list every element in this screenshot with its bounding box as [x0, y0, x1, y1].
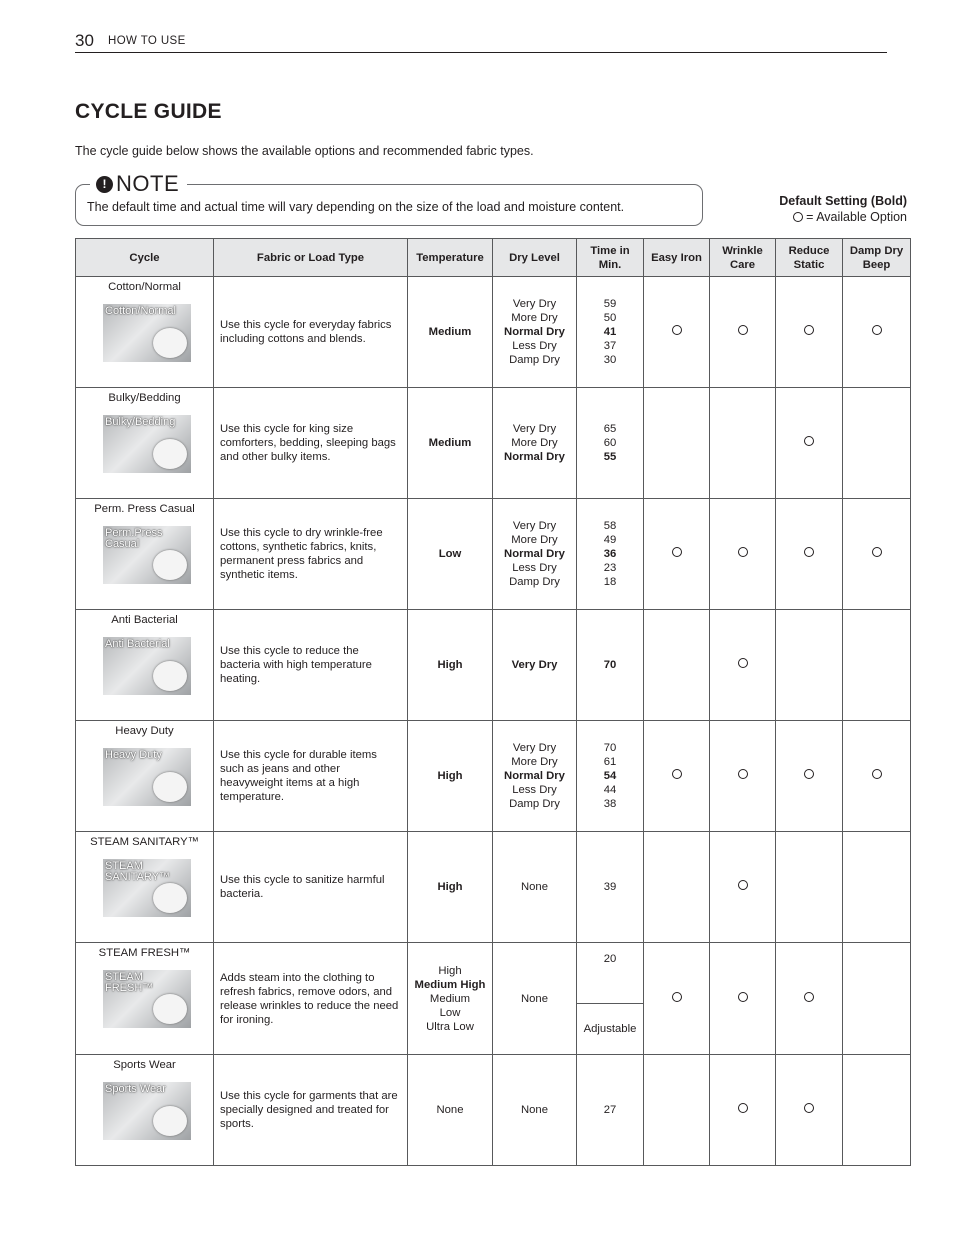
available-option-circle-icon [738, 658, 748, 668]
page-header [75, 30, 887, 53]
temperature-cell [408, 721, 493, 832]
time-cell [577, 721, 644, 832]
dry-level-value-item: Damp Dry [509, 798, 560, 810]
cycle-name: Bulky/Bedding [108, 392, 181, 404]
available-option-circle-icon [738, 325, 748, 335]
dry-level-value [493, 422, 576, 464]
header-time-label: Time in Min. [590, 244, 630, 271]
available-option-circle-icon [738, 1103, 748, 1113]
cycle-cell [76, 943, 214, 1055]
time-adjustable-label: Adjustable [583, 1022, 637, 1035]
time-value-item: 54 [603, 770, 617, 782]
easy-iron-cell [644, 277, 710, 388]
time-cell [577, 388, 644, 499]
time-value-item: 27 [603, 1104, 617, 1116]
wrinkle-care-cell [710, 1055, 776, 1166]
time-value [577, 519, 643, 589]
temperature-value-item: High [437, 659, 463, 671]
dry-level-value-item: Damp Dry [509, 354, 560, 366]
cycle-thumbnail-label: Cotton/Normal [105, 305, 176, 317]
garment-icon [153, 994, 187, 1024]
available-option-circle-icon [804, 769, 814, 779]
legend [779, 193, 907, 225]
temperature-cell [408, 943, 493, 1055]
dry-level-cell [493, 943, 577, 1055]
cycle-name: Cotton/Normal [108, 281, 181, 293]
time-value-item: 38 [603, 798, 617, 810]
time-value [577, 422, 643, 464]
table-row [76, 721, 911, 832]
cycle-cell [76, 499, 214, 610]
reduce-static-cell [776, 277, 843, 388]
header-reduce-static-label: Reduce Static [788, 244, 830, 271]
temperature-value-item: Low [438, 548, 462, 560]
cycle-thumbnail-image [103, 748, 191, 806]
cycle-thumbnail-image [103, 970, 191, 1028]
cycle-name: STEAM FRESH™ [98, 947, 191, 959]
temperature-value-item: Low [439, 1006, 461, 1019]
garment-icon [153, 328, 187, 358]
cycle-name: Heavy Duty [115, 725, 174, 737]
temperature-value-item: High [438, 964, 462, 977]
easy-iron-cell [644, 1055, 710, 1166]
damp-dry-beep-cell [843, 277, 911, 388]
dry-level-value [493, 658, 576, 672]
garment-icon [153, 439, 187, 469]
cycle-cell [76, 388, 214, 499]
temperature-cell [408, 610, 493, 721]
time-value-item: 50 [603, 312, 617, 324]
available-option-circle-icon [872, 769, 882, 779]
damp-dry-beep-cell [843, 943, 911, 1055]
cycle-thumbnail-label: Bulky/Bedding [105, 416, 176, 428]
easy-iron-cell [644, 943, 710, 1055]
available-option-circle-icon [872, 325, 882, 335]
temperature-value-item: Medium [429, 992, 471, 1005]
cycle-name: Anti Bacterial [111, 614, 178, 626]
intro-text: The cycle guide below shows the available options and recommended fabric types. [75, 144, 534, 158]
header-dry-level: Dry Level [493, 239, 577, 277]
fabric-cell: Use this cycle to reduce the bacteria with high temperature heating. [214, 610, 408, 721]
dry-level-value-item: Very Dry [512, 423, 557, 435]
cycle-name: Perm. Press Casual [94, 503, 195, 515]
time-default-value: 20 [577, 943, 643, 1004]
dry-level-value-item: Less Dry [512, 784, 557, 796]
time-split [577, 943, 643, 1054]
cycle-thumbnail-label: STEAM FRESH™ [105, 971, 154, 994]
cycle-thumbnail-label: Sports Wear [105, 1083, 166, 1095]
header-damp-dry-beep [843, 239, 911, 277]
cycle-cell [76, 1055, 214, 1166]
table-row [76, 1055, 911, 1166]
dry-level-value [493, 880, 576, 894]
dry-level-cell [493, 721, 577, 832]
available-option-circle-icon [672, 325, 682, 335]
temperature-value [408, 658, 492, 672]
cycle-thumbnail-label: Anti Bacterial [105, 638, 170, 650]
header-easy-iron: Easy Iron [644, 239, 710, 277]
fabric-cell: Use this cycle for durable items such as jeans and other heavyweight items at a high temperature. [214, 721, 408, 832]
dry-level-value-item: Very Dry [512, 742, 557, 754]
time-value [577, 741, 643, 811]
cycle-thumbnail-label: STEAM SANITARY™ [105, 860, 170, 883]
temperature-value [408, 436, 492, 450]
time-value-item: 49 [603, 534, 617, 546]
note-text: The default time and actual time will vary depending on the size of the load and moisture content. [87, 200, 625, 214]
time-cell [577, 832, 644, 943]
temperature-value-item: Medium [428, 326, 472, 338]
time-value-item: 44 [603, 784, 617, 796]
wrinkle-care-cell [710, 499, 776, 610]
cycle-name: STEAM SANITARY™ [90, 836, 199, 848]
dry-level-cell [493, 1055, 577, 1166]
damp-dry-beep-cell [843, 388, 911, 499]
time-value-item: 36 [603, 548, 617, 560]
time-value-item: 70 [603, 659, 617, 671]
time-value [577, 1103, 643, 1117]
temperature-value [408, 547, 492, 561]
cycle-thumbnail-image [103, 859, 191, 917]
easy-iron-cell [644, 832, 710, 943]
cycle-cell [76, 277, 214, 388]
wrinkle-care-cell [710, 277, 776, 388]
damp-dry-beep-cell [843, 1055, 911, 1166]
header-reduce-static [776, 239, 843, 277]
page-number: 30 [75, 31, 94, 50]
header-fabric: Fabric or Load Type [214, 239, 408, 277]
temperature-cell [408, 499, 493, 610]
time-value-item: 60 [603, 437, 617, 449]
reduce-static-cell [776, 832, 843, 943]
fabric-cell: Adds steam into the clothing to refresh fabrics, remove odors, and release wrinkles to reduce the need for ironing. [214, 943, 408, 1055]
header-temperature: Temperature [408, 239, 493, 277]
dry-level-value [493, 741, 576, 811]
temperature-value [408, 964, 492, 1034]
header-cycle: Cycle [76, 239, 214, 277]
time-value-item: 37 [603, 340, 617, 352]
cycle-cell [76, 832, 214, 943]
available-option-circle-icon [872, 547, 882, 557]
dry-level-value [493, 992, 576, 1006]
dry-level-value-item: More Dry [511, 312, 558, 324]
table-row [76, 277, 911, 388]
page-title: CYCLE GUIDE [75, 100, 222, 123]
wrinkle-care-cell [710, 832, 776, 943]
garment-icon [153, 1106, 187, 1136]
fabric-cell: Use this cycle for king size comforters, bedding, sleeping bags and other bulky items. [214, 388, 408, 499]
note-heading [90, 173, 187, 195]
easy-iron-cell [644, 499, 710, 610]
time-value-item: 39 [603, 881, 617, 893]
time-cell [577, 610, 644, 721]
header-damp-dry-beep-label: Damp Dry Beep [849, 244, 904, 271]
dry-level-value-item: None [520, 992, 548, 1005]
cycle-thumbnail-label: Heavy Duty [105, 749, 162, 761]
note-title: NOTE [116, 171, 180, 196]
dry-level-cell [493, 610, 577, 721]
time-value-item: 23 [603, 562, 617, 574]
cycle-thumbnail-image [103, 1082, 191, 1140]
reduce-static-cell [776, 610, 843, 721]
available-option-circle-icon [672, 992, 682, 1002]
time-value-item: 59 [603, 298, 617, 310]
time-value [577, 658, 643, 672]
temperature-cell [408, 832, 493, 943]
wrinkle-care-cell [710, 388, 776, 499]
cycle-thumbnail-label: Perm.Press Casual [105, 527, 163, 550]
available-option-circle-icon [804, 992, 814, 1002]
available-option-circle-icon [738, 769, 748, 779]
reduce-static-cell [776, 943, 843, 1055]
damp-dry-beep-cell [843, 610, 911, 721]
time-value-item: 18 [603, 576, 617, 588]
dry-level-value [493, 1103, 576, 1117]
time-cell [577, 943, 644, 1055]
dry-level-value-item: Normal Dry [504, 770, 565, 782]
dry-level-value [493, 519, 576, 589]
temperature-value-item: Medium High [414, 978, 486, 991]
temperature-cell [408, 277, 493, 388]
time-value [577, 297, 643, 367]
dry-level-value-item: Normal Dry [504, 548, 565, 560]
wrinkle-care-cell [710, 721, 776, 832]
circle-icon [793, 212, 803, 222]
dry-level-value [493, 297, 576, 367]
temperature-cell [408, 1055, 493, 1166]
table-row [76, 610, 911, 721]
dry-level-value-item: More Dry [511, 756, 558, 768]
header-wrinkle-care [710, 239, 776, 277]
dry-level-cell [493, 499, 577, 610]
temperature-value [408, 769, 492, 783]
section-label: HOW TO USE [108, 35, 186, 47]
available-option-circle-icon [738, 880, 748, 890]
available-option-circle-icon [804, 436, 814, 446]
temperature-value-item: Ultra Low [426, 1020, 474, 1033]
cycle-guide-table [75, 238, 911, 1166]
available-option-circle-icon [804, 1103, 814, 1113]
fabric-cell: Use this cycle for garments that are specially designed and treated for sports. [214, 1055, 408, 1166]
damp-dry-beep-cell [843, 499, 911, 610]
temperature-value-item: None [436, 1104, 464, 1116]
cycle-thumbnail-image [103, 526, 191, 584]
temperature-value-item: High [437, 881, 463, 893]
damp-dry-beep-cell [843, 721, 911, 832]
easy-iron-cell [644, 610, 710, 721]
temperature-value-item: High [437, 770, 463, 782]
dry-level-value-item: Less Dry [512, 562, 557, 574]
legend-default-setting: Default Setting (Bold) [779, 194, 907, 208]
table-body [76, 277, 911, 1166]
dry-level-cell [493, 832, 577, 943]
available-option-circle-icon [672, 769, 682, 779]
time-value-item: 58 [603, 520, 617, 532]
garment-icon [153, 550, 187, 580]
time-value-item: 70 [603, 742, 617, 754]
reduce-static-cell [776, 388, 843, 499]
table-header-row [76, 239, 911, 277]
cycle-name: Sports Wear [113, 1059, 176, 1071]
dry-level-value-item: Less Dry [512, 340, 557, 352]
time-value-item: 55 [603, 451, 617, 463]
reduce-static-cell [776, 721, 843, 832]
dry-level-cell [493, 388, 577, 499]
temperature-value-item: Medium [428, 437, 472, 449]
time-value [577, 880, 643, 894]
dry-level-value-item: More Dry [511, 534, 558, 546]
note-box [75, 171, 703, 226]
legend-available-option [779, 209, 907, 225]
reduce-static-cell [776, 1055, 843, 1166]
available-option-circle-icon [804, 547, 814, 557]
legend-available-label: = Available Option [806, 210, 907, 224]
dry-level-cell [493, 277, 577, 388]
cycle-thumbnail-image [103, 304, 191, 362]
fabric-cell: Use this cycle for everyday fabrics including cottons and blends. [214, 277, 408, 388]
temperature-value [408, 880, 492, 894]
exclamation-icon: ! [96, 176, 113, 193]
time-cell [577, 1055, 644, 1166]
table-row [76, 943, 911, 1055]
easy-iron-cell [644, 388, 710, 499]
dry-level-value-item: None [520, 881, 548, 893]
available-option-circle-icon [738, 992, 748, 1002]
table-row [76, 832, 911, 943]
temperature-value [408, 325, 492, 339]
cycle-cell [76, 721, 214, 832]
damp-dry-beep-cell [843, 832, 911, 943]
time-cell [577, 499, 644, 610]
table-row [76, 499, 911, 610]
dry-level-value-item: More Dry [511, 437, 558, 449]
wrinkle-care-cell [710, 943, 776, 1055]
dry-level-value-item: Very Dry [511, 659, 558, 671]
easy-iron-cell [644, 721, 710, 832]
dry-level-value-item: Damp Dry [509, 576, 560, 588]
fabric-cell: Use this cycle to dry wrinkle-free cottons, synthetic fabrics, knits, permanent press fabrics and synthetic items. [214, 499, 408, 610]
temperature-cell [408, 388, 493, 499]
time-value-item: 65 [603, 423, 617, 435]
garment-icon [153, 883, 187, 913]
dry-level-value-item: Normal Dry [504, 451, 565, 463]
garment-icon [153, 772, 187, 802]
cycle-thumbnail-image [103, 415, 191, 473]
fabric-cell: Use this cycle to sanitize harmful bacteria. [214, 832, 408, 943]
reduce-static-cell [776, 499, 843, 610]
temperature-value [408, 1103, 492, 1117]
dry-level-value-item: Very Dry [512, 298, 557, 310]
dry-level-value-item: Very Dry [512, 520, 557, 532]
dry-level-value-item: None [520, 1104, 548, 1116]
available-option-circle-icon [672, 547, 682, 557]
cycle-thumbnail-image [103, 637, 191, 695]
available-option-circle-icon [804, 325, 814, 335]
time-cell [577, 277, 644, 388]
wrinkle-care-cell [710, 610, 776, 721]
table-row [76, 388, 911, 499]
dry-level-value-item: Normal Dry [504, 326, 565, 338]
time-value-item: 41 [603, 326, 617, 338]
header-time [577, 239, 644, 277]
time-value-item: 30 [603, 354, 617, 366]
time-value-item: 61 [603, 756, 617, 768]
garment-icon [153, 661, 187, 691]
header-wrinkle-care-label: Wrinkle Care [722, 244, 763, 271]
cycle-cell [76, 610, 214, 721]
available-option-circle-icon [738, 547, 748, 557]
